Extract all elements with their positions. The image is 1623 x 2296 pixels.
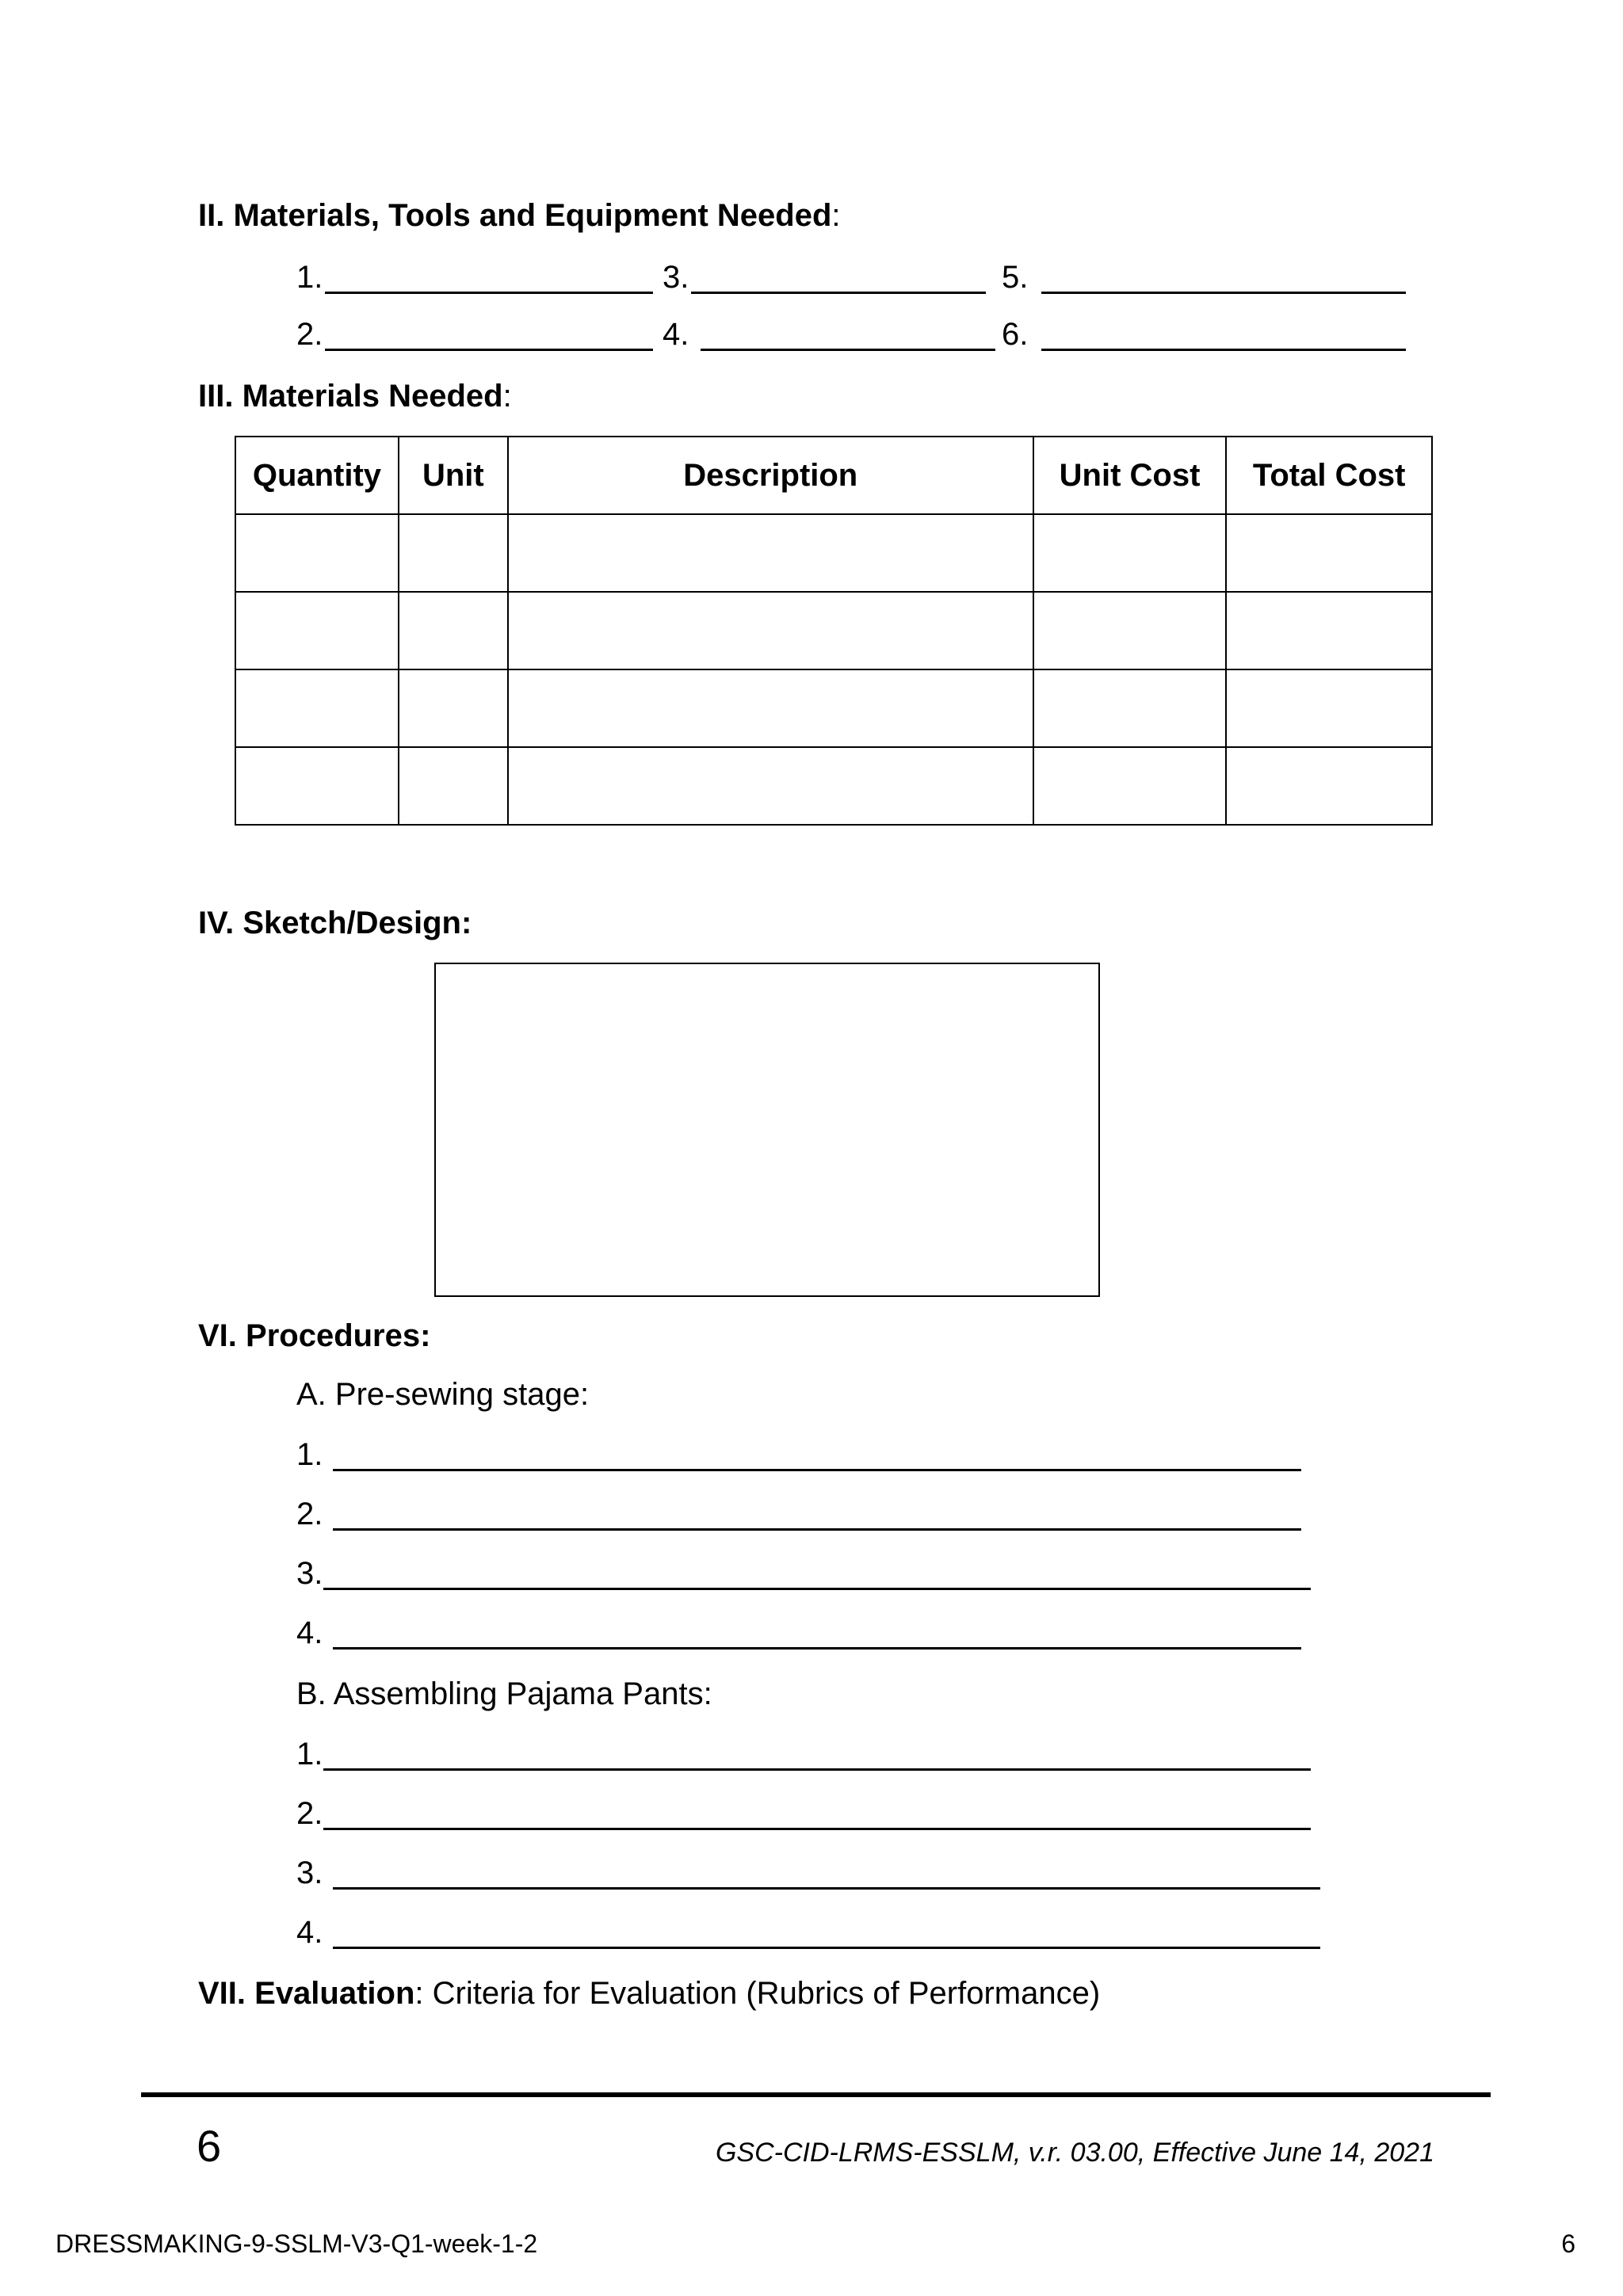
- section-ii-title: II. Materials, Tools and Equipment Needed: [198, 198, 832, 233]
- stage-b-item-1-label: 1.: [296, 1737, 323, 1772]
- sketch-design-box[interactable]: [434, 963, 1100, 1297]
- stage-b-item-4-blank[interactable]: [333, 1947, 1320, 1949]
- table-header-row: [235, 437, 1432, 514]
- section-vii-rest: : Criteria for Evaluation (Rubrics of Performance): [414, 1976, 1101, 2011]
- table-cell[interactable]: [399, 669, 508, 747]
- materials-item-4-label: 4.: [663, 317, 689, 352]
- table-cell[interactable]: [1226, 669, 1432, 747]
- table-row: [235, 592, 1432, 669]
- section-ii-colon: :: [831, 198, 841, 233]
- stage-a-item-1-label: 1.: [296, 1437, 323, 1472]
- table-cell[interactable]: [1033, 669, 1227, 747]
- stage-a-item-4-label: 4.: [296, 1615, 323, 1650]
- stage-a-item-3-label: 3.: [296, 1556, 323, 1591]
- materials-item-6-label: 6.: [1002, 317, 1029, 352]
- section-ii-heading: [198, 198, 841, 234]
- table-cell[interactable]: [235, 669, 399, 747]
- materials-item-2-label: 2.: [296, 317, 323, 352]
- section-vii-heading: [198, 1976, 1100, 2012]
- materials-item-3-blank[interactable]: [691, 292, 986, 294]
- section-vii-title: VII. Evaluation: [198, 1976, 415, 2011]
- stage-b-item-3-blank[interactable]: [333, 1887, 1320, 1890]
- section-iv-heading: IV. Sketch/Design:: [198, 906, 472, 940]
- table-cell[interactable]: [508, 669, 1033, 747]
- page-number: 6: [197, 2121, 222, 2171]
- page-number-right: 6: [1561, 2229, 1575, 2258]
- table-cell[interactable]: [1226, 514, 1432, 592]
- document-reference: GSC-CID-LRMS-ESSLM, v.r. 03.00, Effective June 14, 2021: [715, 2138, 1434, 2168]
- table-cell[interactable]: [1033, 514, 1227, 592]
- table-cell[interactable]: [508, 747, 1033, 825]
- table-cell[interactable]: [1226, 747, 1432, 825]
- stage-a-item-2-blank[interactable]: [333, 1528, 1301, 1531]
- table-cell[interactable]: [235, 514, 399, 592]
- stage-a-item-1-blank[interactable]: [333, 1469, 1301, 1471]
- materials-item-1-blank[interactable]: [325, 292, 653, 294]
- table-row: [235, 514, 1432, 592]
- section-iii-colon: :: [502, 379, 512, 414]
- table-cell[interactable]: [235, 747, 399, 825]
- materials-item-5-blank[interactable]: [1041, 292, 1406, 294]
- materials-table: [235, 436, 1433, 826]
- footer-divider: [141, 2092, 1491, 2097]
- stage-b-item-1-blank[interactable]: [323, 1768, 1311, 1771]
- column-header-unit-cost: Unit Cost: [1033, 437, 1227, 514]
- table-cell[interactable]: [1033, 592, 1227, 669]
- materials-item-4-blank[interactable]: [701, 349, 995, 351]
- column-header-quantity: Quantity: [235, 437, 399, 514]
- materials-item-3-label: 3.: [663, 260, 689, 295]
- materials-item-2-blank[interactable]: [325, 349, 653, 351]
- stage-b-item-3-label: 3.: [296, 1855, 323, 1890]
- table-cell[interactable]: [399, 514, 508, 592]
- table-row: [235, 669, 1432, 747]
- stage-a-label: A. Pre-sewing stage:: [296, 1377, 590, 1412]
- table-cell[interactable]: [399, 592, 508, 669]
- table-cell[interactable]: [235, 592, 399, 669]
- section-vi-heading: VI. Procedures:: [198, 1318, 431, 1353]
- file-name: DRESSMAKING-9-SSLM-V3-Q1-week-1-2: [55, 2229, 538, 2258]
- stage-b-item-4-label: 4.: [296, 1915, 323, 1950]
- table-cell[interactable]: [508, 592, 1033, 669]
- table-cell[interactable]: [508, 514, 1033, 592]
- column-header-unit: Unit: [399, 437, 508, 514]
- stage-b-item-2-label: 2.: [296, 1796, 323, 1831]
- stage-b-item-2-blank[interactable]: [323, 1828, 1311, 1830]
- table-row: [235, 747, 1432, 825]
- stage-a-item-3-blank[interactable]: [323, 1588, 1311, 1590]
- materials-item-6-blank[interactable]: [1041, 349, 1406, 351]
- column-header-description: Description: [508, 437, 1033, 514]
- materials-item-5-label: 5.: [1002, 260, 1029, 295]
- section-iii-heading: [198, 379, 512, 414]
- table-cell[interactable]: [1033, 747, 1227, 825]
- stage-a-item-4-blank[interactable]: [333, 1647, 1301, 1650]
- materials-item-1-label: 1.: [296, 260, 323, 295]
- section-iii-title: III. Materials Needed: [198, 379, 503, 414]
- stage-a-item-2-label: 2.: [296, 1497, 323, 1531]
- stage-b-label: B. Assembling Pajama Pants:: [296, 1676, 712, 1711]
- table-cell[interactable]: [399, 747, 508, 825]
- column-header-total-cost: Total Cost: [1226, 437, 1432, 514]
- table-cell[interactable]: [1226, 592, 1432, 669]
